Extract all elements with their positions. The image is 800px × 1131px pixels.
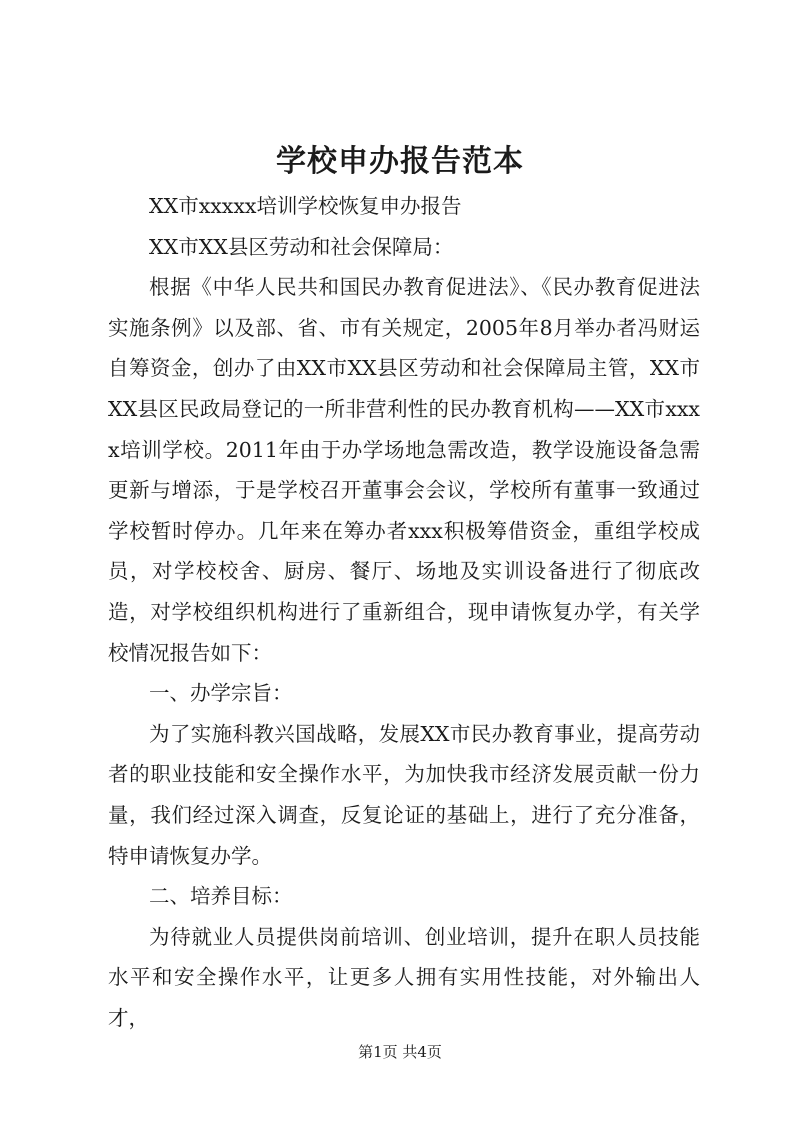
section-heading-purpose: 一、办学宗旨： — [149, 681, 293, 706]
report-heading: XX市xxxxx培训学校恢复申办报告 — [149, 194, 462, 218]
section-heading-goals: 二、培养目标： — [149, 884, 293, 909]
document-title: 学校申办报告范本 — [276, 144, 524, 179]
purpose-paragraph: 为了实施科教兴国战略，发展XX市民办教育事业，提高劳动者的职业技能和安全操作水平，为加快我市经济发展贡献一份力量，我们经过深入调查，反复论证的基础上，进行了充分准备，特申请恢复办学。 — [108, 721, 700, 868]
goals-paragraph: 为待就业人员提供岗前培训、创业培训，提升在职人员技能水平和安全操作水平，让更多人拥有实用性技能，对外输出人才， — [108, 924, 700, 1030]
document-body — [108, 186, 700, 1038]
recipient-line: XX市XX县区劳动和社会保障局： — [149, 234, 454, 259]
intro-paragraph: 根据《中华人民共和国民办教育促进法》、《民办教育促进法实施条例》以及部、省、市有关规定，2005年8月举办者冯财运自筹资金，创办了由XX市XX县区劳动和社会保障局主管，XX市XX县区民政局登记的一所非营利性的民办教育机构——XX市xxxx培训学校。2011年由于办学场地急需改造，教学设施设备急需更新与增添，于是学校召开董事会会议，学校所有董事一致通过学校暂时停办。几年来在筹办者xxx积极筹借资金，重组学校成员，对学校校舍、厨房、餐厅、场地及实训设备进行了彻底改造，对学校组织机构进行了重新组合，现申请恢复办学，有关学校情况报告如下： — [108, 275, 700, 665]
page-footer: 第1页 共4页 — [358, 1043, 442, 1061]
